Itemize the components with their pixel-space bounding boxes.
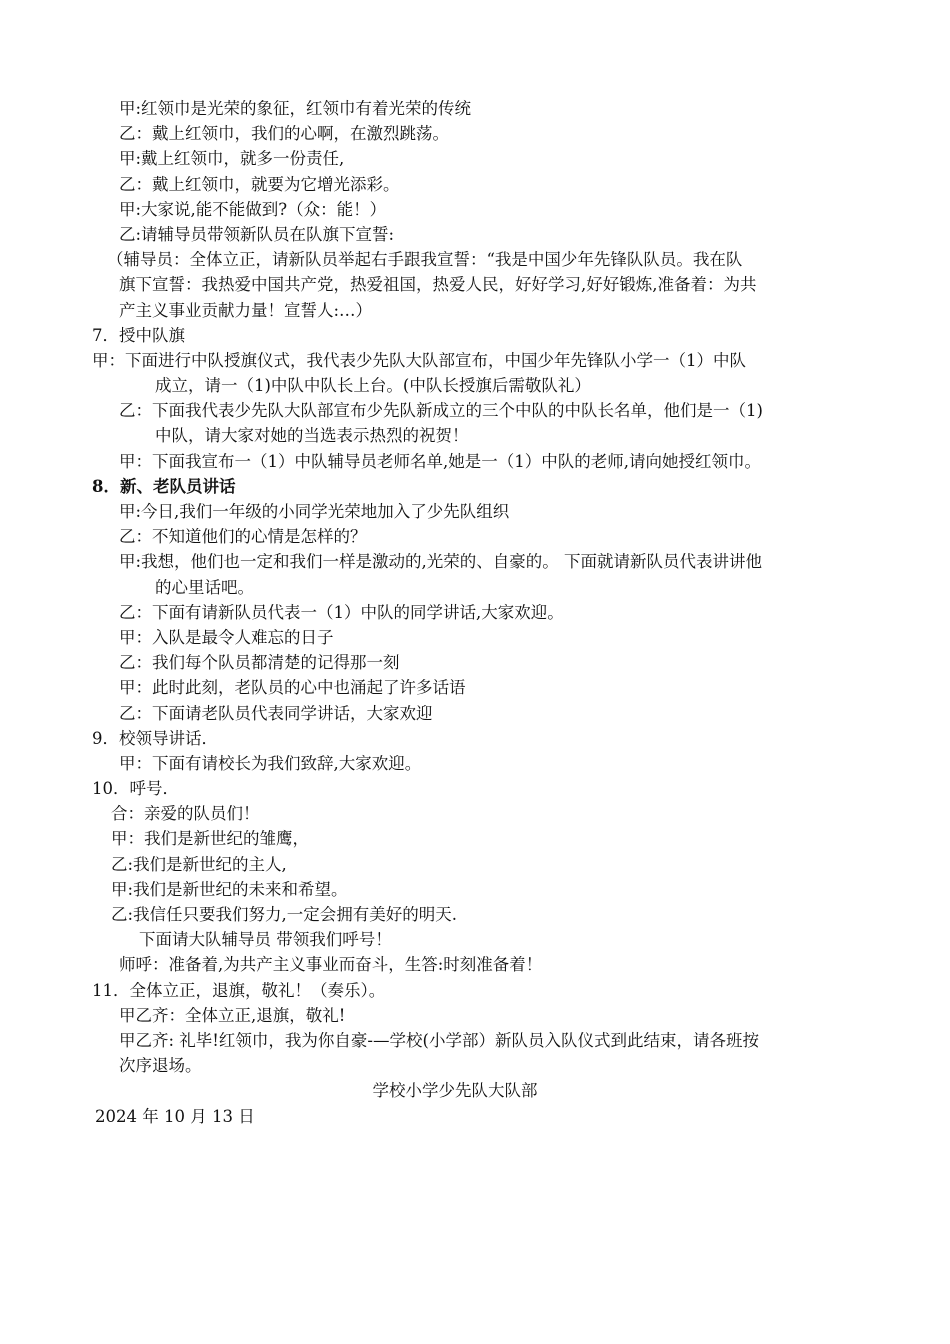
dialogue-line: 甲：此时此刻，老队员的心中也涌起了许多话语 (119, 678, 466, 698)
dialogue-line: 甲:红领巾是光荣的象征，红领巾有着光荣的传统 (119, 99, 472, 118)
dialogue-line-continued: 次序退场。 (119, 1056, 202, 1076)
dialogue-line-continued: 中队，请大家对她的当选表示热烈的祝贺！ (155, 426, 469, 446)
dialogue-line: 乙：我们每个队员都清楚的记得那一刻 (119, 653, 400, 673)
dialogue-line: 合：亲爱的队员们！ (111, 804, 260, 824)
dialogue-line: 甲:我想，他们也一定和我们一样是激动的,光荣的、自豪的。 下面就请新队员代表讲讲他 (119, 552, 763, 572)
section-heading-11: 11．全体立正，退旗，敬礼！（奏乐）。 (92, 980, 386, 1000)
dialogue-line: 甲:戴上红领巾，就多一份责任, (119, 149, 345, 169)
dialogue-line: 甲：我们是新世纪的雏鹰， (111, 829, 309, 849)
dialogue-line: 下面请大队辅导员 带领我们呼号！ (139, 930, 392, 950)
oath-paragraph-line: 旗下宣誓：我热爱中国共产党，热爱祖国，热爱人民，好好学习,好好锻炼,准备着：为共 (119, 275, 757, 295)
dialogue-line: 师呼：准备着,为共产主义事业而奋斗，生答:时刻准备着！ (119, 955, 543, 975)
dialogue-line: 甲:我们是新世纪的未来和希望。 (111, 879, 348, 899)
dialogue-line: 乙:请辅导员带领新队员在队旗下宣誓: (119, 224, 395, 244)
dialogue-line: 乙：下面我代表少先队大队部宣布少先队新成立的三个中队的中队长名单，他们是一（1) (119, 401, 763, 421)
dialogue-line: 乙：戴上红领巾，就要为它增光添彩。 (119, 174, 400, 194)
dialogue-line: 甲乙齐: 礼毕!红领巾，我为你自豪-—学校(小学部）新队员入队仪式到此结束，请各班按 (119, 1030, 759, 1050)
dialogue-line: 甲：入队是最令人难忘的日子 (119, 627, 334, 647)
oath-paragraph-line: 产主义事业贡献力量！宣誓人:…） (119, 300, 373, 320)
signature-date: 2024 年 10 月 13 日 (95, 1106, 255, 1126)
signature-organization: 学校小学少先队大队部 (372, 1081, 538, 1101)
dialogue-line: 乙：不知道他们的心情是怎样的？ (119, 527, 367, 547)
dialogue-line: 乙：下面有请新队员代表一（1）中队的同学讲话,大家欢迎。 (119, 602, 564, 622)
dialogue-line: 甲:今日,我们一年级的小同学光荣地加入了少先队组织 (119, 502, 510, 521)
dialogue-line: 甲乙齐：全体立正,退旗，敬礼! (119, 1005, 346, 1025)
section-heading-8: 8．新、老队员讲话 (92, 476, 236, 496)
dialogue-line: 甲：下面进行中队授旗仪式，我代表少先队大队部宣布，中国少年先锋队小学一（1）中队 (92, 350, 746, 370)
section-heading-9: 9．校领导讲话． (92, 728, 218, 748)
dialogue-line: 甲：下面我宣布一（1）中队辅导员老师名单,她是一（1）中队的老师,请向她授红领巾。 (119, 451, 761, 471)
dialogue-line: 乙:我信任只要我们努力,一定会拥有美好的明天. (111, 905, 458, 924)
dialogue-line: 甲:大家说,能不能做到?（众：能！） (119, 199, 387, 219)
dialogue-line: 甲：下面有请校长为我们致辞,大家欢迎。 (119, 753, 422, 773)
section-heading-10: 10．呼号． (92, 779, 179, 799)
dialogue-line-continued: 成立，请一（1)中队中队长上台。(中队长授旗后需敬队礼） (155, 376, 591, 396)
dialogue-line: 乙：下面请老队员代表同学讲话，大家欢迎 (119, 703, 433, 723)
oath-paragraph-line: （辅导员：全体立正，请新队员举起右手跟我宣誓：“我是中国少年先锋队队员。我在队 (107, 250, 743, 270)
dialogue-line: 乙:我们是新世纪的主人, (111, 854, 287, 874)
section-heading-7: 7．授中队旗 (92, 325, 185, 345)
dialogue-line: 乙：戴上红领巾，我们的心啊，在激烈跳荡。 (119, 124, 449, 144)
dialogue-line-continued: 的心里话吧。 (155, 577, 254, 597)
document-page (0, 96, 950, 1129)
